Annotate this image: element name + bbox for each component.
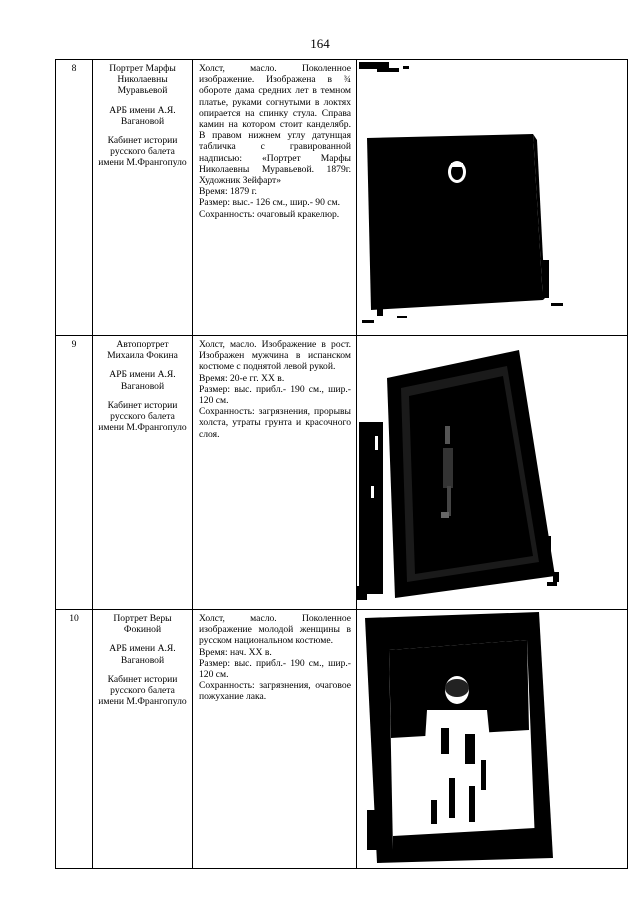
item-owner: АРБ имени А.Я. Вагановой [109, 369, 176, 392]
page-number: 164 [310, 36, 330, 51]
item-owner: АРБ имени А.Я. Вагановой [109, 643, 176, 666]
item-number: 10 [56, 610, 93, 869]
item-condition: Сохранность: загрязнения, прорывы холста, утраты грунта и красочного слоя. [199, 406, 351, 440]
item-owner: АРБ имени А.Я. Вагановой [109, 104, 176, 127]
item-description-cell [193, 60, 357, 336]
item-name-cell [93, 60, 193, 336]
item-condition: Сохранность: загрязнения, очаговое пожухание лака. [199, 680, 351, 703]
item-time: Время: нач. XX в. [199, 646, 272, 658]
table-row [56, 610, 628, 869]
item-photo-cell [357, 336, 628, 610]
item-number: 8 [56, 60, 93, 336]
table-row [56, 60, 628, 336]
item-title: Автопортрет Михаила Фокина [107, 339, 178, 362]
item-number: 9 [56, 336, 93, 610]
portrait-photo [357, 610, 626, 863]
item-description-cell [193, 610, 357, 869]
item-location: Кабинет истории русского балета имени М.Франгопуло [98, 135, 187, 169]
item-name-cell [93, 336, 193, 610]
portrait-photo [357, 336, 626, 604]
portrait-photo [357, 60, 626, 330]
item-time: Время: 1879 г. [199, 186, 257, 198]
item-time: Время: 20-е гг. XX в. [199, 372, 285, 384]
item-location: Кабинет истории русского балета имени М.Франгопуло [98, 673, 187, 708]
item-title: Портрет Марфы Николаевны Муравьевой [109, 63, 176, 97]
item-description-cell [193, 336, 357, 610]
item-size: Размер: выс. прибл.- 190 см., шир.- 120 см. [199, 383, 351, 407]
item-description: Холст, масло. Изображение в рост. Изображен мужчина в испанском костюме с поднятой левой рукой. [199, 339, 351, 373]
item-location: Кабинет истории русского балета имени М.Франгопуло [98, 399, 187, 434]
item-photo-cell [357, 60, 628, 336]
item-size: Размер: выс.- 126 см., шир.- 90 см. [199, 197, 341, 209]
item-description: Холст, масло. Поколенное изображение. Изображена в ¾ обороте дама средних лет в темном платье, руками согнутыми в локтях опирается на спинку стула. Справа камин на котором стоит канделябр. В правом нижнем углу датунщая табличка с гравированной надписью: «Портрет Марфы Николаевны Муравьевой. 1879г. Художник Зейфарт» [199, 63, 351, 187]
item-size: Размер: выс. прибл.- 190 см., шир.- 120 см. [199, 657, 351, 681]
table-row [56, 336, 628, 610]
item-description: Холст, масло. Поколенное изображение молодой женщины в русском национальном костюме. [199, 613, 351, 647]
item-title: Портрет Веры Фокиной [113, 613, 172, 636]
item-photo-cell [357, 610, 628, 869]
item-name-cell [93, 610, 193, 869]
item-condition: Сохранность: очаговый кракелюр. [199, 208, 340, 220]
catalog-table [55, 59, 628, 869]
